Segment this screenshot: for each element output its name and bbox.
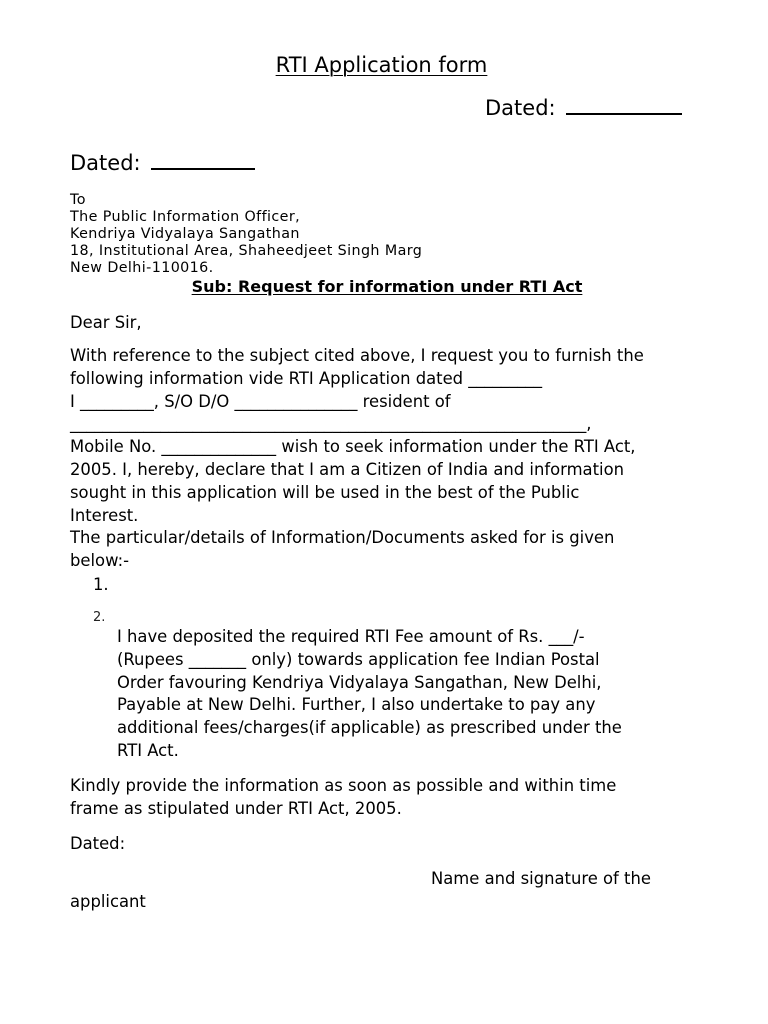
salutation: Dear Sir, [70, 313, 142, 332]
paragraph-line: below:- [70, 551, 130, 571]
paragraph-line: Kindly provide the information as soon as possible and within time [70, 776, 617, 795]
address-to: To [70, 192, 86, 208]
list-item-number: 2. [93, 610, 106, 625]
paragraph-line: Interest. [70, 505, 139, 525]
paragraph-line: _______________________________________________________________, [70, 414, 592, 434]
address-line: 18, Institutional Area, Shaheedjeet Singh Marg [70, 243, 423, 259]
paragraph-line: 2005. I, hereby, declare that I am a Citizen of India and information [70, 459, 624, 479]
paragraph-line: Mobile No. ______________ wish to seek information under the RTI Act, [70, 437, 636, 457]
subject-line: Sub: Request for information under RTI Act [191, 277, 583, 296]
date-label: Dated: [70, 151, 141, 175]
page-title: RTI Application form [275, 53, 488, 77]
paragraph-line: The particular/details of Information/Documents asked for is given [70, 528, 615, 548]
date-field-left [70, 150, 255, 175]
footer-dated-label: Dated: [70, 834, 126, 853]
fee-paragraph [117, 626, 768, 763]
paragraph-line: following information vide RTI Application dated _________ [70, 368, 543, 388]
paragraph-line: Payable at New Delhi. Further, I also undertake to pay any [117, 695, 596, 715]
paragraph-line: sought in this application will be used in the best of the Public [70, 482, 580, 502]
address-line: New Delhi-110016. [70, 260, 214, 276]
date-blank-line [151, 150, 255, 170]
paragraph-line: (Rupees _______ only) towards application fee Indian Postal [117, 649, 600, 669]
paragraph-line: Order favouring Kendriya Vidyalaya Sangathan, New Delhi, [117, 672, 602, 692]
request-paragraph [70, 345, 730, 573]
closing-paragraph [70, 775, 730, 821]
paragraph-line: With reference to the subject cited above, I request you to furnish the [70, 346, 644, 365]
paragraph-line: additional fees/charges(if applicable) as prescribed under the [117, 718, 622, 738]
list-item-number: 1. [93, 575, 109, 594]
paragraph-line: RTI Act. [117, 740, 179, 760]
date-field-top-right [485, 95, 682, 120]
signature-label: Name and signature of the [431, 869, 651, 888]
paragraph-line: frame as stipulated under RTI Act, 2005. [70, 798, 402, 818]
paragraph-line: I _________, S/O D/O _______________ resident of [70, 391, 451, 411]
address-line: The Public Information Officer, [70, 209, 301, 225]
signature-label-continuation: applicant [70, 892, 146, 911]
paragraph-line: I have deposited the required RTI Fee amount of Rs. ___/- [117, 627, 585, 646]
address-line: Kendriya Vidyalaya Sangathan [70, 226, 300, 242]
date-label: Dated: [485, 96, 556, 120]
date-blank-line [566, 95, 682, 115]
